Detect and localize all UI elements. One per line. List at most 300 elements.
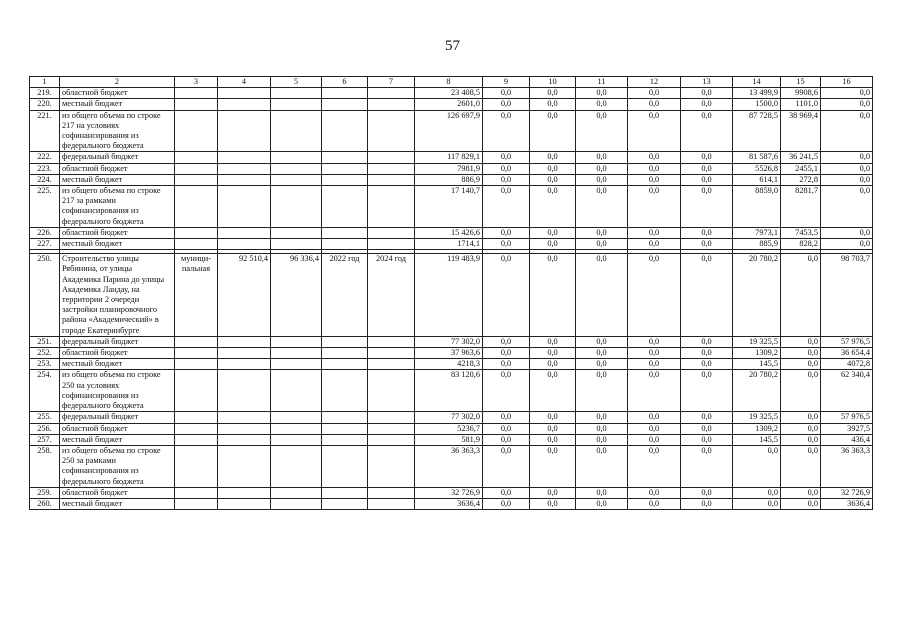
table-row [30,227,873,238]
cost-current-prices-cell [271,434,322,445]
row-number: 223. [30,163,60,174]
amount-cell: 0,0 [628,498,681,509]
amount-cell: 272,8 [781,174,821,185]
amount-cell: 0,0 [576,239,628,250]
cost-current-prices-cell [271,174,322,185]
ownership-cell [175,370,218,412]
estimated-cost-cell [218,359,271,370]
amount-cell: 0,0 [628,359,681,370]
amount-cell: 0,0 [628,487,681,498]
amount-cell: 0,0 [483,99,530,110]
table-row [30,423,873,434]
amount-cell: 614,1 [733,174,781,185]
end-year-cell [368,99,415,110]
amount-cell: 0,0 [821,227,873,238]
row-number: 251. [30,336,60,347]
row-name: Строительство улицы Рябинина, от улицы Академика Парина до улицы Академика Ландау, на территории 2 очереди застройки планировочного района «Академический» в городе Екатеринбурге [60,254,175,337]
row-number: 260. [30,498,60,509]
estimated-cost-cell [218,163,271,174]
amount-cell: 0,0 [681,88,733,99]
amount-cell: 0,0 [576,186,628,228]
row-name: федеральный бюджет [60,336,175,347]
amount-cell: 0,0 [530,152,576,163]
row-number: 256. [30,423,60,434]
amount-cell: 0,0 [681,359,733,370]
amount-cell: 7453,5 [781,227,821,238]
cost-current-prices-cell [271,445,322,487]
amount-cell: 0,0 [681,254,733,337]
table-row [30,152,873,163]
amount-cell: 81 587,6 [733,152,781,163]
header-cell: 13 [681,77,733,88]
row-number: 253. [30,359,60,370]
amount-cell: 3927,5 [821,423,873,434]
row-name: местный бюджет [60,174,175,185]
amount-cell: 0,0 [483,174,530,185]
amount-cell: 0,0 [821,110,873,152]
amount-cell: 57 976,5 [821,336,873,347]
row-name: местный бюджет [60,498,175,509]
amount-cell: 7973,1 [733,227,781,238]
amount-cell: 0,0 [530,370,576,412]
amount-cell: 0,0 [681,110,733,152]
amount-cell: 98 703,7 [821,254,873,337]
cost-current-prices-cell [271,487,322,498]
amount-cell: 4218,3 [415,359,483,370]
start-year-cell [322,99,368,110]
start-year-cell [322,487,368,498]
amount-cell: 0,0 [530,412,576,423]
row-name: областной бюджет [60,227,175,238]
header-cell: 1 [30,77,60,88]
header-cell: 9 [483,77,530,88]
amount-cell: 0,0 [530,359,576,370]
header-cell: 2 [60,77,175,88]
amount-cell: 0,0 [781,487,821,498]
amount-cell: 0,0 [530,88,576,99]
amount-cell: 0,0 [483,163,530,174]
amount-cell: 145,5 [733,359,781,370]
cost-current-prices-cell [271,498,322,509]
header-cell: 14 [733,77,781,88]
amount-cell: 0,0 [576,412,628,423]
row-name: областной бюджет [60,88,175,99]
amount-cell: 0,0 [733,487,781,498]
table-row [30,254,873,337]
row-name: из общего объема по строке 217 за рамками софинансирования из федерального бюджета [60,186,175,228]
amount-cell: 19 325,5 [733,412,781,423]
amount-cell: 0,0 [483,434,530,445]
amount-cell: 0,0 [681,163,733,174]
amount-cell: 886,9 [415,174,483,185]
start-year-cell [322,110,368,152]
amount-cell: 0,0 [628,423,681,434]
amount-cell: 0,0 [483,348,530,359]
end-year-cell [368,348,415,359]
end-year-cell [368,152,415,163]
end-year-cell: 2024 год [368,254,415,337]
amount-cell: 0,0 [681,445,733,487]
cost-current-prices-cell [271,359,322,370]
amount-cell: 0,0 [681,498,733,509]
estimated-cost-cell [218,186,271,228]
amount-cell: 0,0 [576,227,628,238]
header-cell: 6 [322,77,368,88]
amount-cell: 0,0 [681,174,733,185]
amount-cell: 4072,8 [821,359,873,370]
amount-cell: 1500,0 [733,99,781,110]
amount-cell: 9908,6 [781,88,821,99]
row-name: местный бюджет [60,239,175,250]
amount-cell: 87 728,5 [733,110,781,152]
amount-cell: 0,0 [576,99,628,110]
table-row [30,239,873,250]
row-name: из общего объема по строке 217 на условиях софинансирования из федерального бюджета [60,110,175,152]
amount-cell: 36 363,3 [821,445,873,487]
amount-cell: 436,4 [821,434,873,445]
amount-cell: 0,0 [576,152,628,163]
amount-cell: 0,0 [576,487,628,498]
amount-cell: 0,0 [781,498,821,509]
estimated-cost-cell [218,336,271,347]
amount-cell: 0,0 [821,174,873,185]
amount-cell: 0,0 [681,239,733,250]
ownership-cell: муници-пальная [175,254,218,337]
end-year-cell [368,487,415,498]
amount-cell: 0,0 [733,498,781,509]
amount-cell: 885,9 [733,239,781,250]
amount-cell: 0,0 [483,445,530,487]
amount-cell: 0,0 [483,423,530,434]
amount-cell: 83 120,6 [415,370,483,412]
amount-cell: 0,0 [576,359,628,370]
amount-cell: 0,0 [628,186,681,228]
amount-cell: 0,0 [733,445,781,487]
header-cell: 10 [530,77,576,88]
amount-cell: 0,0 [681,186,733,228]
amount-cell: 23 408,5 [415,88,483,99]
estimated-cost-cell [218,370,271,412]
amount-cell: 0,0 [681,423,733,434]
start-year-cell [322,336,368,347]
amount-cell: 0,0 [483,88,530,99]
row-number: 255. [30,412,60,423]
cost-current-prices-cell [271,227,322,238]
amount-cell: 0,0 [781,348,821,359]
amount-cell: 0,0 [576,434,628,445]
table-row [30,434,873,445]
ownership-cell [175,423,218,434]
cost-current-prices-cell [271,370,322,412]
table-row [30,110,873,152]
amount-cell: 0,0 [821,152,873,163]
start-year-cell: 2022 год [322,254,368,337]
amount-cell: 17 140,7 [415,186,483,228]
amount-cell: 0,0 [681,434,733,445]
header-cell: 8 [415,77,483,88]
header-cell: 15 [781,77,821,88]
cost-current-prices-cell [271,88,322,99]
amount-cell: 0,0 [628,370,681,412]
amount-cell: 0,0 [628,254,681,337]
row-name: из общего объема по строке 250 на условиях софинансирования из федерального бюджета [60,370,175,412]
amount-cell: 0,0 [530,110,576,152]
ownership-cell [175,110,218,152]
amount-cell: 20 780,2 [733,254,781,337]
estimated-cost-cell [218,434,271,445]
row-name: местный бюджет [60,359,175,370]
table-row [30,88,873,99]
amount-cell: 0,0 [576,110,628,152]
amount-cell: 0,0 [483,239,530,250]
amount-cell: 0,0 [530,487,576,498]
amount-cell: 0,0 [681,227,733,238]
estimated-cost-cell [218,487,271,498]
ownership-cell [175,336,218,347]
table-row [30,348,873,359]
cost-current-prices-cell [271,110,322,152]
ownership-cell [175,88,218,99]
amount-cell: 8281,7 [781,186,821,228]
table-row [30,186,873,228]
amount-cell: 0,0 [628,110,681,152]
start-year-cell [322,423,368,434]
table-row [30,370,873,412]
amount-cell: 0,0 [530,239,576,250]
amount-cell: 32 726,9 [821,487,873,498]
amount-cell: 0,0 [483,152,530,163]
end-year-cell [368,359,415,370]
amount-cell: 62 340,4 [821,370,873,412]
amount-cell: 36 241,5 [781,152,821,163]
amount-cell: 0,0 [681,152,733,163]
amount-cell: 0,0 [681,412,733,423]
header-cell: 5 [271,77,322,88]
ownership-cell [175,163,218,174]
row-number: 250. [30,254,60,337]
page-number: 57 [445,38,460,54]
amount-cell: 0,0 [530,99,576,110]
start-year-cell [322,152,368,163]
amount-cell: 0,0 [628,434,681,445]
amount-cell: 0,0 [483,110,530,152]
amount-cell: 0,0 [576,423,628,434]
amount-cell: 0,0 [483,336,530,347]
amount-cell: 0,0 [483,186,530,228]
ownership-cell [175,174,218,185]
amount-cell: 5236,7 [415,423,483,434]
cost-current-prices-cell: 96 336,4 [271,254,322,337]
amount-cell: 126 697,9 [415,110,483,152]
amount-cell: 0,0 [781,254,821,337]
amount-cell: 8859,0 [733,186,781,228]
budget-table [29,76,873,510]
amount-cell: 0,0 [576,370,628,412]
amount-cell: 2455,1 [781,163,821,174]
end-year-cell [368,88,415,99]
row-number: 225. [30,186,60,228]
end-year-cell [368,239,415,250]
row-number: 259. [30,487,60,498]
amount-cell: 19 325,5 [733,336,781,347]
estimated-cost-cell [218,174,271,185]
ownership-cell [175,99,218,110]
row-number: 220. [30,99,60,110]
row-number: 222. [30,152,60,163]
start-year-cell [322,370,368,412]
end-year-cell [368,498,415,509]
amount-cell: 0,0 [530,186,576,228]
amount-cell: 37 963,6 [415,348,483,359]
ownership-cell [175,445,218,487]
row-number: 221. [30,110,60,152]
header-cell: 12 [628,77,681,88]
amount-cell: 0,0 [483,254,530,337]
end-year-cell [368,110,415,152]
amount-cell: 0,0 [781,434,821,445]
amount-cell: 0,0 [483,370,530,412]
row-number: 252. [30,348,60,359]
start-year-cell [322,239,368,250]
row-number: 226. [30,227,60,238]
amount-cell: 0,0 [681,336,733,347]
end-year-cell [368,227,415,238]
amount-cell: 0,0 [576,336,628,347]
amount-cell: 0,0 [628,152,681,163]
row-number: 254. [30,370,60,412]
amount-cell: 0,0 [483,227,530,238]
amount-cell: 0,0 [530,336,576,347]
amount-cell: 117 829,1 [415,152,483,163]
amount-cell: 1714,1 [415,239,483,250]
amount-cell: 0,0 [576,498,628,509]
amount-cell: 0,0 [530,348,576,359]
amount-cell: 77 302,0 [415,412,483,423]
amount-cell: 1101,0 [781,99,821,110]
amount-cell: 0,0 [628,174,681,185]
amount-cell: 77 302,0 [415,336,483,347]
amount-cell: 0,0 [530,174,576,185]
end-year-cell [368,163,415,174]
amount-cell: 0,0 [821,239,873,250]
table-row [30,445,873,487]
row-name: федеральный бюджет [60,412,175,423]
amount-cell: 0,0 [628,239,681,250]
amount-cell: 828,2 [781,239,821,250]
amount-cell: 0,0 [628,99,681,110]
cost-current-prices-cell [271,336,322,347]
amount-cell: 0,0 [821,99,873,110]
estimated-cost-cell [218,239,271,250]
amount-cell: 0,0 [681,99,733,110]
amount-cell: 57 976,5 [821,412,873,423]
cost-current-prices-cell [271,152,322,163]
amount-cell: 0,0 [576,254,628,337]
amount-cell: 0,0 [681,487,733,498]
amount-cell: 0,0 [781,445,821,487]
end-year-cell [368,370,415,412]
cost-current-prices-cell [271,239,322,250]
amount-cell: 13 499,9 [733,88,781,99]
table-row [30,174,873,185]
row-number: 227. [30,239,60,250]
ownership-cell [175,359,218,370]
amount-cell: 36 363,3 [415,445,483,487]
amount-cell: 0,0 [628,336,681,347]
start-year-cell [322,174,368,185]
header-cell: 3 [175,77,218,88]
start-year-cell [322,434,368,445]
amount-cell: 0,0 [576,163,628,174]
cost-current-prices-cell [271,163,322,174]
end-year-cell [368,434,415,445]
amount-cell: 0,0 [681,348,733,359]
amount-cell: 0,0 [821,88,873,99]
amount-cell: 0,0 [628,88,681,99]
amount-cell: 0,0 [781,359,821,370]
estimated-cost-cell [218,498,271,509]
amount-cell: 1309,2 [733,348,781,359]
amount-cell: 0,0 [483,487,530,498]
amount-cell: 0,0 [483,412,530,423]
amount-cell: 0,0 [781,423,821,434]
amount-cell: 3636,4 [415,498,483,509]
start-year-cell [322,186,368,228]
amount-cell: 0,0 [530,227,576,238]
cost-current-prices-cell [271,412,322,423]
row-name: областной бюджет [60,163,175,174]
row-name: местный бюджет [60,434,175,445]
amount-cell: 0,0 [576,88,628,99]
end-year-cell [368,412,415,423]
row-name: из общего объема по строке 250 за рамками софинансирования из федерального бюджета [60,445,175,487]
ownership-cell [175,239,218,250]
table-body [30,77,873,510]
row-name: федеральный бюджет [60,152,175,163]
estimated-cost-cell [218,348,271,359]
ownership-cell [175,498,218,509]
amount-cell: 0,0 [821,163,873,174]
start-year-cell [322,163,368,174]
end-year-cell [368,445,415,487]
ownership-cell [175,348,218,359]
start-year-cell [322,359,368,370]
amount-cell: 0,0 [483,359,530,370]
table-row [30,359,873,370]
ownership-cell [175,487,218,498]
ownership-cell [175,152,218,163]
amount-cell: 0,0 [781,412,821,423]
row-name: областной бюджет [60,487,175,498]
amount-cell: 1309,2 [733,423,781,434]
row-number: 224. [30,174,60,185]
row-number: 258. [30,445,60,487]
amount-cell: 0,0 [781,370,821,412]
row-name: местный бюджет [60,99,175,110]
row-number: 257. [30,434,60,445]
estimated-cost-cell [218,88,271,99]
ownership-cell [175,186,218,228]
amount-cell: 0,0 [576,174,628,185]
estimated-cost-cell [218,412,271,423]
row-name: областной бюджет [60,423,175,434]
estimated-cost-cell [218,110,271,152]
amount-cell: 0,0 [628,445,681,487]
end-year-cell [368,423,415,434]
estimated-cost-cell [218,423,271,434]
start-year-cell [322,498,368,509]
table-row [30,163,873,174]
